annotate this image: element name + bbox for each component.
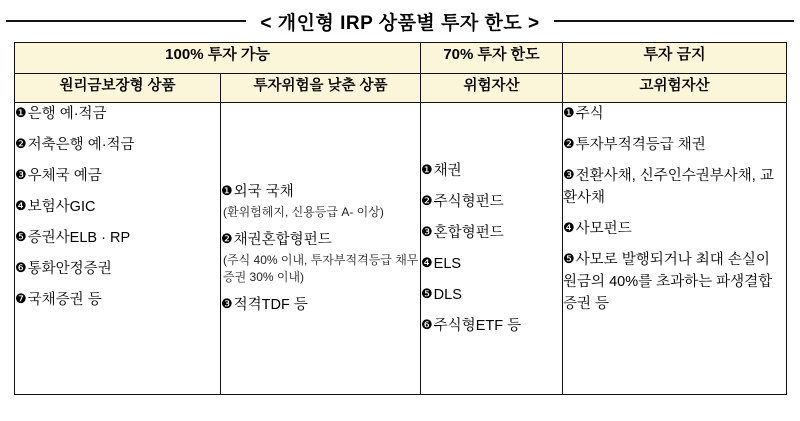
item-marker: ❻ xyxy=(421,317,433,333)
item-marker: ❹ xyxy=(15,198,27,214)
item-marker: ❶ xyxy=(221,183,233,199)
item-label: 보험사GIC xyxy=(27,199,96,216)
item-label: 혼합형펀드 xyxy=(433,224,504,241)
item-label: ELS xyxy=(433,256,462,272)
item-label: 증권사ELB · RP xyxy=(27,230,131,247)
list-risk-reduced xyxy=(221,181,420,316)
item-label: 주식형ETF 등 xyxy=(433,318,522,335)
column-header-risk-reduced: 투자위험을 낮춘 상품 xyxy=(221,74,421,103)
list-item xyxy=(421,160,562,182)
item-marker: ❻ xyxy=(15,260,27,276)
list-item xyxy=(221,294,420,316)
item-label: 우체국 예금 xyxy=(27,168,102,185)
list-item xyxy=(563,165,786,209)
table-container xyxy=(0,42,800,395)
item-label: 외국 국채 xyxy=(233,184,294,201)
item-marker: ❺ xyxy=(421,286,433,302)
list-item xyxy=(15,227,220,249)
list-item xyxy=(421,284,562,306)
item-marker: ❺ xyxy=(563,251,575,267)
item-marker: ❷ xyxy=(15,136,27,152)
list-item xyxy=(221,181,420,220)
list-item xyxy=(421,253,562,275)
title-rule-right xyxy=(554,20,794,22)
item-label: 주식형펀드 xyxy=(433,193,504,210)
column-header-risk-assets: 위험자산 xyxy=(421,74,563,103)
item-marker: ❼ xyxy=(15,291,27,307)
item-label: 사모로 발행되거나 최대 손실이 원금의 40%를 초과하는 파생결합증권 등 xyxy=(563,252,773,313)
list-item xyxy=(15,134,220,156)
list-item xyxy=(563,218,786,240)
item-label: 전환사채, 신주인수권부사채, 교환사채 xyxy=(563,168,774,207)
table-row xyxy=(15,103,787,395)
item-label: 은행 예·적금 xyxy=(27,106,107,122)
item-marker: ❸ xyxy=(421,223,433,239)
cell-high-risk-assets xyxy=(563,103,787,395)
item-marker: ❸ xyxy=(563,167,575,183)
item-label: 적격TDF 등 xyxy=(233,296,308,313)
group-header-70-percent: 70% 투자 한도 xyxy=(421,43,563,74)
group-header-prohibited: 투자 금지 xyxy=(563,43,787,74)
group-header-100-percent: 100% 투자 가능 xyxy=(15,43,421,74)
list-item xyxy=(15,258,220,280)
item-marker: ❸ xyxy=(15,167,27,183)
cell-risk-assets xyxy=(421,103,563,395)
title-rule-left xyxy=(6,20,246,22)
item-note: (주식 40% 이내, 투자부적격등급 채무증권 30% 이내) xyxy=(223,253,419,284)
item-label: 채권 xyxy=(433,162,462,179)
list-principal-guaranteed xyxy=(15,103,220,311)
item-marker: ❹ xyxy=(563,220,575,236)
item-marker: ❷ xyxy=(421,192,433,208)
item-label: 저축은행 예·적금 xyxy=(27,137,135,154)
list-high-risk-assets xyxy=(563,103,786,315)
list-item xyxy=(15,289,220,311)
item-marker: ❶ xyxy=(15,105,27,120)
list-item xyxy=(421,191,562,213)
group-header-row xyxy=(15,43,787,74)
cell-principal-guaranteed xyxy=(15,103,221,395)
item-marker: ❹ xyxy=(421,255,433,270)
list-item xyxy=(15,196,220,218)
item-label: DLS xyxy=(433,287,462,304)
item-marker: ❷ xyxy=(221,231,233,247)
list-risk-assets xyxy=(421,160,562,337)
document-title-row xyxy=(0,0,800,42)
list-item xyxy=(421,315,562,337)
item-label: 통화안정증권 xyxy=(27,261,112,278)
list-item xyxy=(221,229,420,284)
item-marker: ❺ xyxy=(15,229,27,245)
list-item xyxy=(15,103,220,125)
irp-investment-limit-table xyxy=(14,42,787,395)
item-label: 투자부적격등급 채권 xyxy=(575,137,706,154)
list-item xyxy=(15,165,220,187)
page-title: < 개인형 IRP 상품별 투자 한도 > xyxy=(260,12,540,34)
list-item xyxy=(563,249,786,315)
item-note: (환위험헤지, 신용등급 A- 이상) xyxy=(223,205,384,220)
item-label: 주식 xyxy=(575,106,604,122)
cell-risk-reduced xyxy=(221,103,421,395)
column-header-high-risk-assets: 고위험자산 xyxy=(563,74,787,103)
item-marker: ❷ xyxy=(563,136,575,152)
list-item xyxy=(421,222,562,244)
column-header-row xyxy=(15,74,787,103)
item-label: 채권혼합형펀드 xyxy=(233,232,332,249)
item-label: 사모펀드 xyxy=(575,221,632,238)
item-label: 국채증권 등 xyxy=(27,292,102,309)
list-item xyxy=(563,134,786,156)
item-marker: ❶ xyxy=(563,105,575,120)
item-marker: ❶ xyxy=(421,161,433,177)
list-item xyxy=(563,103,786,125)
item-marker: ❸ xyxy=(221,295,233,311)
column-header-principal-guaranteed: 원리금보장형 상품 xyxy=(15,74,221,103)
